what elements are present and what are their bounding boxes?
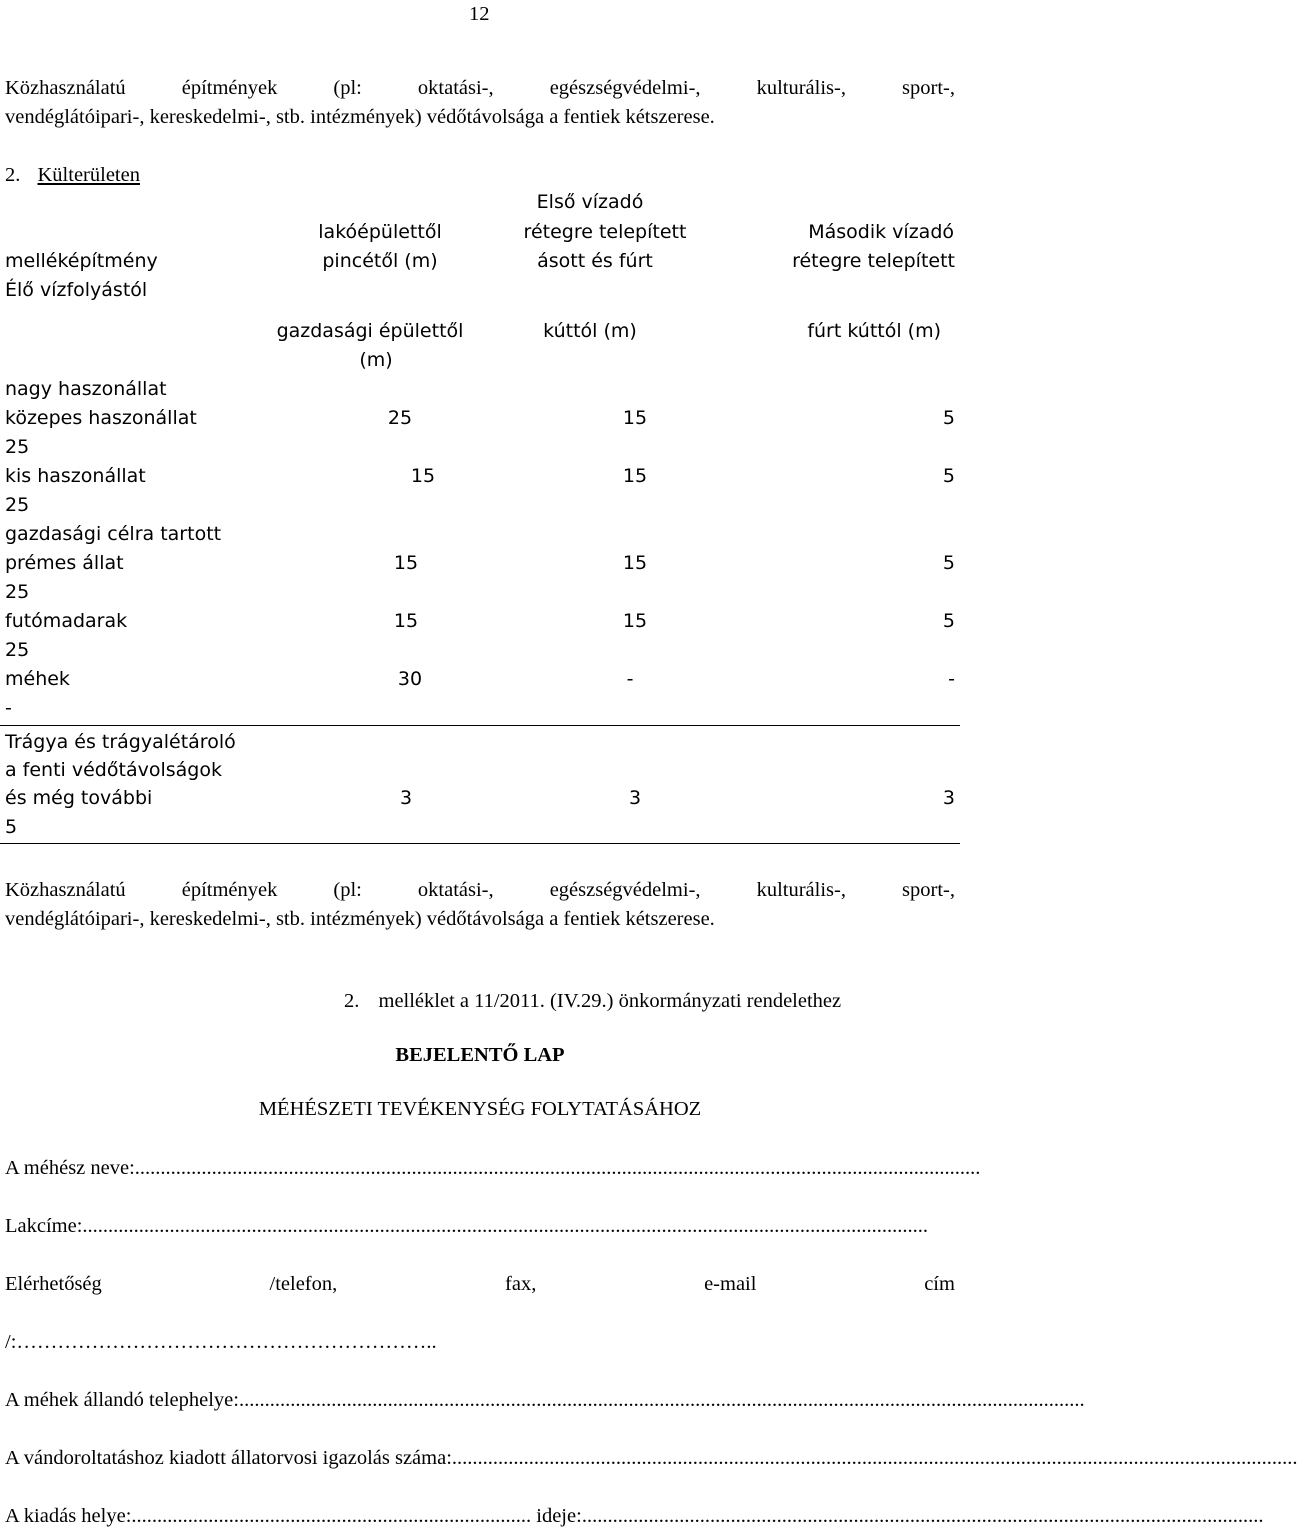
page-number: 12 — [469, 3, 490, 25]
cell-futo-extra: 25 — [5, 639, 30, 661]
cell-kis-extra: 25 — [5, 494, 30, 516]
col2-header-line2: rétegre telepített — [523, 221, 687, 243]
issue-date-label: ideje: — [536, 1505, 582, 1527]
form-title: BEJELENTŐ LAP — [395, 1044, 565, 1066]
certificate-label: A vándoroltatáshoz kiadott állatorvosi igazolás száma: — [5, 1447, 452, 1469]
row-label-tragya-1: Trágya és trágyalétároló — [5, 731, 236, 753]
cell-kis-col1: 15 — [410, 465, 436, 487]
row-label-tragya-3: és még további — [5, 787, 153, 809]
section-heading — [5, 165, 140, 186]
row-label-nagy: nagy haszonállat — [5, 378, 167, 400]
public-buildings-paragraph — [5, 78, 955, 136]
row-label-header-1: melléképítmény — [5, 250, 158, 272]
form-subtitle: MÉHÉSZETI TEVÉKENYSÉG FOLYTATÁSÁHOZ — [258, 1098, 702, 1120]
cell-tragya-col3: 3 — [942, 787, 955, 809]
paragraph-line-1: Közhasználatú építmények (pl: oktatási-, egészségvédelmi-, kulturális-, sport-, — [5, 879, 955, 901]
contact-field[interactable]: /:…………………………………………………….. — [5, 1331, 437, 1353]
paragraph-line-1: Közhasználatú építmények (pl: oktatási-, egészségvédelmi-, kulturális-, sport-, — [5, 77, 955, 99]
cell-mehek-extra: - — [5, 697, 12, 719]
cell-kis-col3: 5 — [942, 465, 955, 487]
col2-header-line3: ásott és fúrt — [537, 250, 653, 272]
cell-mehek-col3: - — [948, 668, 955, 690]
row-label-futo: futómadarak — [5, 610, 128, 632]
col1-header-line4: (m) — [359, 349, 393, 371]
address-label: Lakcíme: — [5, 1215, 83, 1237]
cell-tragya-col2: 3 — [628, 787, 642, 809]
cell-premes-extra: 25 — [5, 581, 30, 603]
col1-header-line1: lakóépülettől — [318, 221, 442, 243]
row-label-tragya-2: a fenti védőtávolságok — [5, 759, 222, 781]
cell-kozepes-col3: 5 — [942, 407, 955, 429]
cell-kozepes-col1: 25 — [387, 407, 413, 429]
col2-header-line1: Első vízadó — [536, 191, 644, 213]
cell-mehek-col1: 30 — [397, 668, 423, 690]
cell-premes-col1: 15 — [393, 552, 419, 574]
paragraph-line-2: vendéglátóipari-, kereskedelmi-, stb. intézmények) védőtávolsága a fentiek kétszerese. — [5, 908, 715, 930]
section-title: Külterületen — [37, 164, 140, 186]
annex-text: melléklet a 11/2011. (IV.29.) önkormányzati rendelethez — [378, 990, 842, 1012]
annex-number: 2. — [344, 990, 360, 1012]
col2-header-line4: kúttól (m) — [543, 320, 637, 342]
row-label-premes-1: gazdasági célra tartott — [5, 523, 222, 545]
cell-mehek-col2: - — [626, 668, 634, 690]
cell-futo-col1: 15 — [393, 610, 419, 632]
issue-place-label: A kiadás helye: — [5, 1505, 132, 1527]
table-divider-bottom — [0, 843, 960, 844]
cell-tragya-extra: 5 — [5, 816, 18, 838]
section-number: 2. — [5, 164, 21, 186]
beekeeper-name-label: A méhész neve: — [5, 1157, 135, 1179]
annex-reference — [344, 991, 841, 1012]
cell-kozepes-extra: 25 — [5, 436, 30, 458]
row-label-mehek: méhek — [5, 668, 70, 690]
site-field[interactable]: A méhek állandó telephelye:..................................................................................................................................................................... — [5, 1389, 1085, 1411]
row-label-header-2: Élő vízfolyástól — [5, 279, 148, 301]
site-label: A méhek állandó telephelye: — [5, 1389, 239, 1411]
cell-kozepes-col2: 15 — [622, 407, 648, 429]
col3-header-line1: Második vízadó — [808, 221, 954, 243]
row-label-kis: kis haszonállat — [5, 465, 146, 487]
col3-header-line2: rétegre telepített — [792, 250, 955, 272]
table-divider-top — [0, 725, 960, 726]
beekeeper-name-field[interactable]: A méhész neve:..................................................................................................................................................................... — [5, 1157, 981, 1179]
address-field[interactable]: Lakcíme:..................................................................................................................................................................... — [5, 1215, 929, 1237]
cell-futo-col3: 5 — [942, 610, 955, 632]
cell-kis-col2: 15 — [622, 465, 648, 487]
contact-line: Elérhetőség /telefon, fax, e-mail cím — [5, 1274, 955, 1303]
col3-header-line3: fúrt kúttól (m) — [807, 320, 941, 342]
col1-header-line2: pincétől (m) — [322, 250, 438, 272]
cell-premes-col2: 15 — [622, 552, 648, 574]
cell-futo-col2: 15 — [622, 610, 648, 632]
row-label-kozepes: közepes haszonállat — [5, 407, 197, 429]
paragraph-line-2: vendéglátóipari-, kereskedelmi-, stb. intézmények) védőtávolsága a fentiek kétszerese. — [5, 106, 715, 128]
col1-header-line3: gazdasági épülettől — [276, 320, 464, 342]
issue-field[interactable]: A kiadás helye:.............................................................................. ideje:..................................................................................................................................... — [5, 1505, 1264, 1527]
contact-label-word: Elérhetőség — [5, 1273, 102, 1295]
public-buildings-paragraph-repeat — [5, 880, 955, 938]
row-label-premes-2: prémes állat — [5, 552, 124, 574]
contact-cont-label: /: — [5, 1331, 17, 1353]
cell-tragya-col1: 3 — [399, 787, 413, 809]
certificate-field[interactable]: A vándoroltatáshoz kiadott állatorvosi igazolás száma:..................................................................................................................................................................... — [5, 1447, 1298, 1469]
cell-premes-col3: 5 — [942, 552, 955, 574]
